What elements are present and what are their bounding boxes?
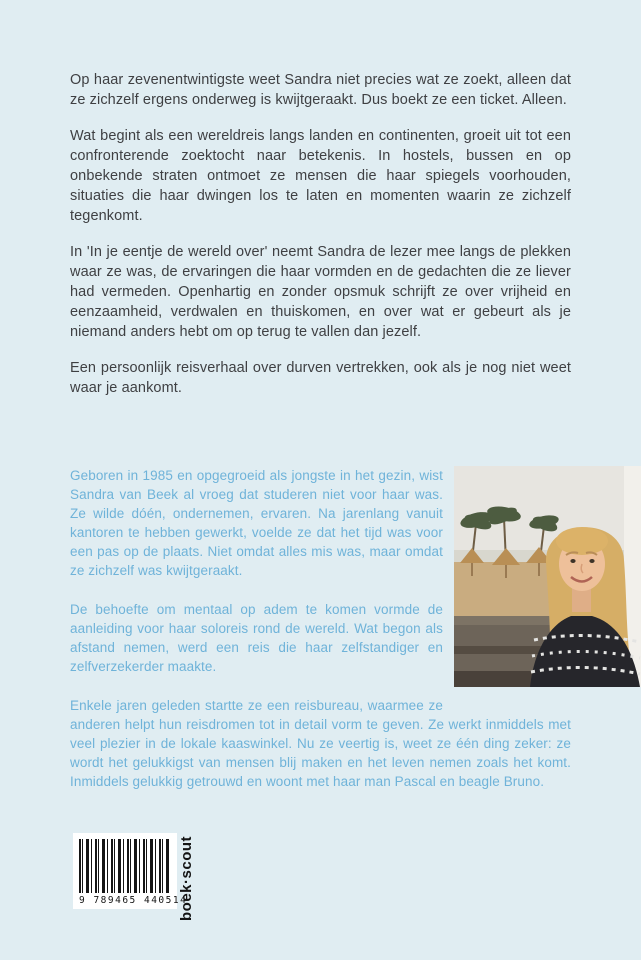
synopsis-paragraph: Een persoonlijk reisverhaal over durven vertrekken, ook als je nog niet weet waar je aankomt. [70, 360, 571, 396]
barcode-bars [79, 839, 171, 893]
synopsis-paragraph: Wat begint als een wereldreis langs landen en continenten, groeit uit tot een confronterende zoektocht naar betekenis. In hostels, bussen en op onbekende straten ontmoet ze mensen die haar spiegels voorhouden, situaties die haar dwingen los te laten en momenten waarin ze zichzelf tegenkomt. [70, 128, 571, 224]
bio-paragraph: De behoefte om mentaal op adem te komen vormde de aanleiding voor haar soloreis rond de wereld. Wat begon als afstand nemen, werd een reis die haar zelfstandiger en zelfverzekerder maakte. [70, 602, 443, 674]
synopsis-paragraph: Op haar zevenentwintigste weet Sandra niet precies wat ze zoekt, alleen dat ze zichzelf ergens onderweg is kwijtgeraakt. Dus boekt ze een ticket. Alleen. [70, 72, 571, 108]
synopsis-block [70, 70, 571, 414]
barcode-digits: 9 789465 440514 [79, 895, 188, 906]
bio-paragraph: Geboren in 1985 en opgegroeid als jongste in het gezin, wist Sandra van Beek al vroeg dat studeren niet voor haar was. Ze wilde dóén, ondernemen, ervaren. Na jarenlang vanuit kantoren te hebben gewerkt, voelde ze dat het tijd was voor een pas op de plaats. Niet omdat alles mis was, maar omdat ze zichzelf was kwijtgeraakt. [70, 468, 443, 578]
author-photo [454, 466, 641, 687]
synopsis-paragraph: In 'In je eentje de wereld over' neemt Sandra de lezer mee langs de plekken waar ze was, de ervaringen die haar vormden en de gedachten die ze liever had vermeden. Openhartig en zonder opsmuk schrijft ze over vrijheid en eenzaamheid, verdwalen en thuiskomen, en over wat er gebeurt als je niemand anders hebt om op terug te vallen dan jezelf. [70, 244, 571, 340]
publisher-logo: boek·scout [178, 835, 195, 921]
bio-paragraph: Enkele jaren geleden startte ze een reisbureau, waarmee ze anderen helpt hun reisdromen tot in detail vorm te geven. Ze werkt inmiddels met veel plezier in de lokale kaaswinkel. Nu ze veertig is, weet ze één ding zeker: ze wordt het gelukkigst van mensen blij maken en het leven nemen zoals het komt. Inmiddels gelukkig getrouwd en woont met haar man Pascal en beagle Bruno. [70, 698, 571, 789]
